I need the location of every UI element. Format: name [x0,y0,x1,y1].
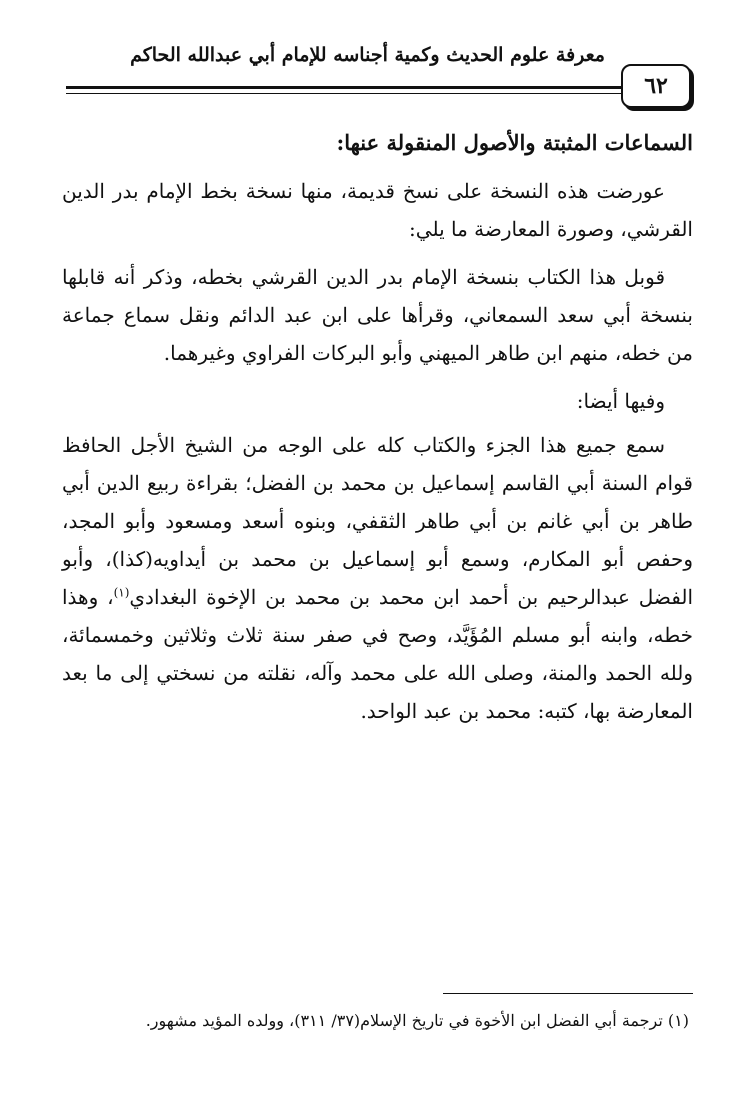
footnote: (١) ترجمة أبي الفضل ابن الأخوة في تاريخ الإسلام(٣٧/ ٣١١)، وولده المؤيد مشهور. [145,1011,689,1030]
paragraph-collation-note: قوبل هذا الكتاب بنسخة الإمام بدر الدين القرشي بخطه، وذكر أنه قابلها بنسخة أبي سعد السمعاني، وقرأها على ابن عبد الدائم ونقل سماع جماعة من خطه، منهم ابن طاهر الميهني وأبو البركات الفراوي وغيرهما. [62,265,693,365]
running-title: معرفة علوم الحديث وكمية أجناسه للإمام أبي عبدالله الحاكم [130,44,605,66]
page-number: ٦٢ [621,64,691,108]
footnote-rule [443,993,693,994]
audition-text-part2: ، وهذا خطه، وابنه أبو مسلم المُؤَيَّد، وصح في صفر سنة ثلاث وثلاثين وخمسمائة، ولله الحمد والمنة، وصلى الله على محمد وآله، نقلته من نسختي إلى ما بعد المعارضة بها، كتبه: محمد بن عبد الواحد. [62,585,693,723]
paragraph-also: وفيها أيضا: [576,389,665,413]
audition-text-part1: سمع جميع هذا الجزء والكتاب كله على الوجه من الشيخ الأجل الحافظ قوام السنة أبي القاسم إسماعيل بن محمد بن الفضل؛ بقراءة ربيع الدين أبي طاهر بن أبي غانم بن أبي طاهر الثقفي، وبنوه أسعد ومسعود وأبو المجد، وحفص أبو المكارم، وسمع أبو إسماعيل بن محمد بن أيداويه(كذا)، وأبو الفضل عبدالرحيم بن أحمد ابن محمد بن محمد بن الإخوة البغدادي [62,433,693,609]
header-rule [66,86,635,89]
main-text [62,124,693,740]
section-heading: السماعات المثبتة والأصول المنقولة عنها: [336,130,693,155]
paragraph-audition-record [62,426,693,730]
footnote-reference[interactable]: (١) [113,585,130,600]
paragraph-collation-intro: عورضت هذه النسخة على نسخ قديمة، منها نسخة بخط الإمام بدر الدين القرشي، وصورة المعارضة ما يلي: [62,179,693,241]
header-rule-thin [66,93,635,94]
